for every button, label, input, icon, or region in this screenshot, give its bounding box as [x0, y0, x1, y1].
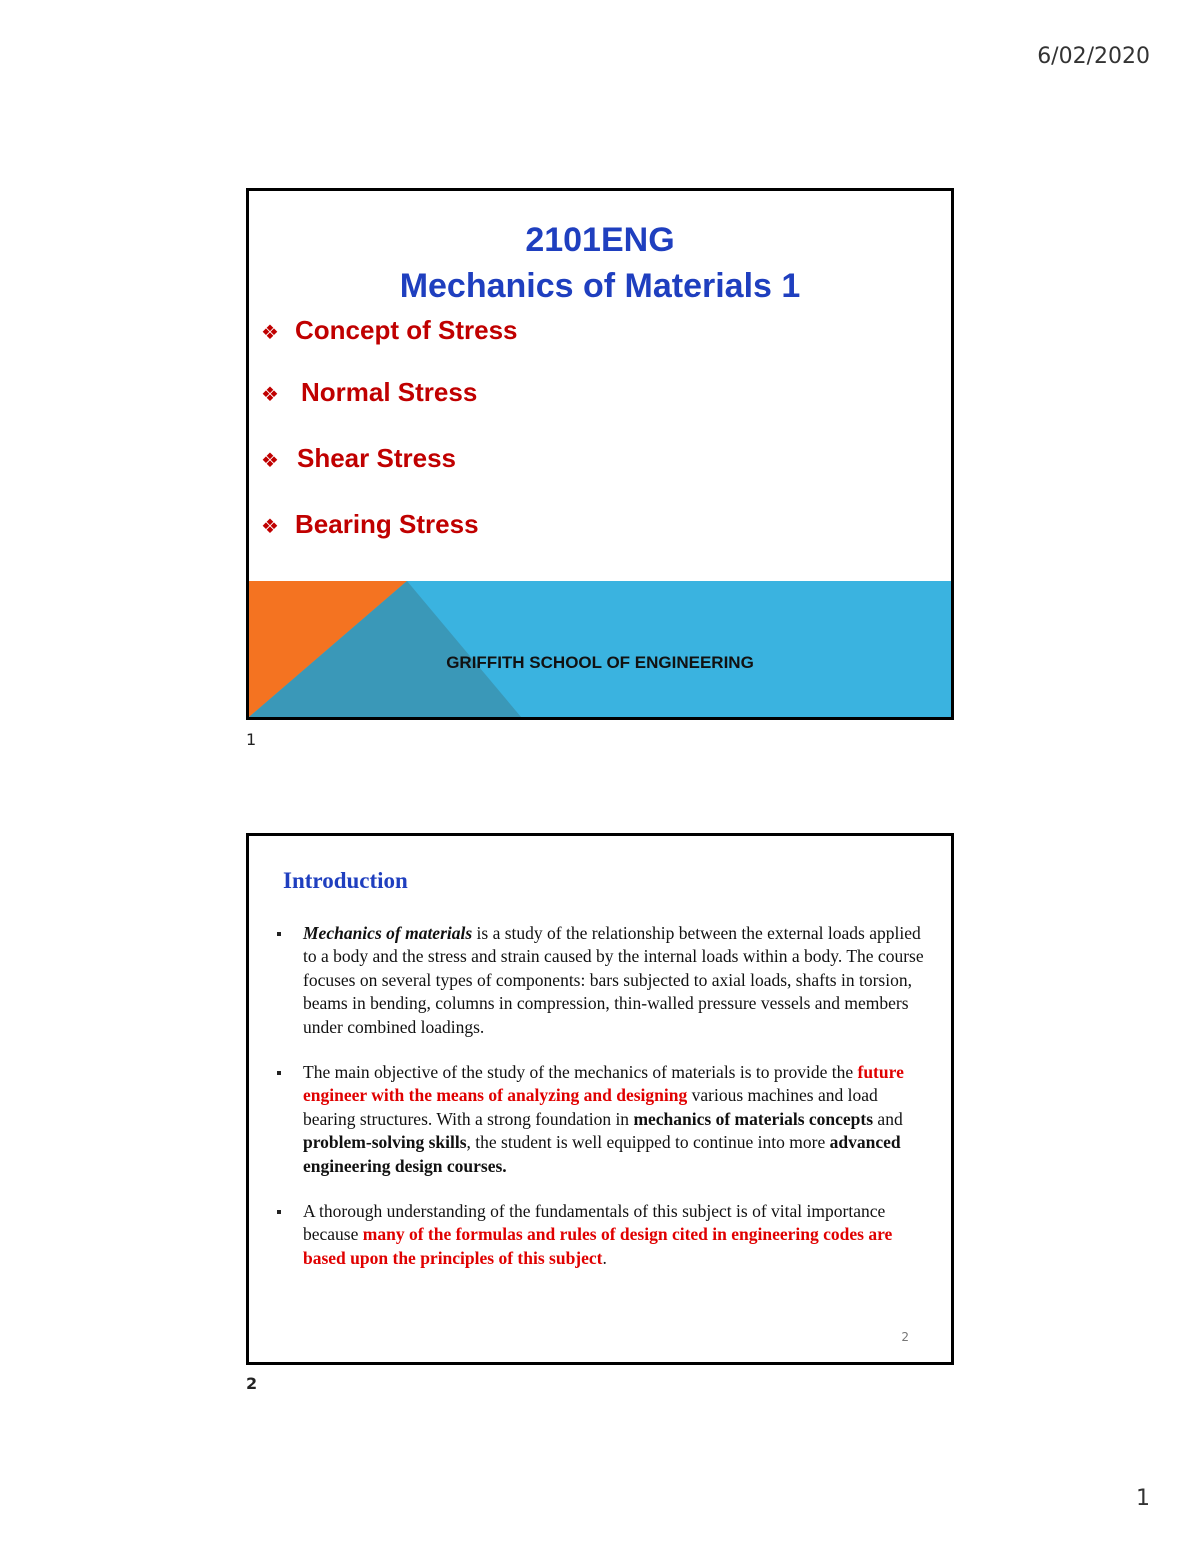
page-number: 1 [1136, 1486, 1150, 1511]
square-bullet-icon [277, 1210, 281, 1214]
school-name: GRIFFITH SCHOOL OF ENGINEERING [446, 653, 754, 672]
topic-item [261, 443, 456, 474]
topic-label: Bearing Stress [295, 509, 479, 539]
list-item [275, 1200, 925, 1270]
diamond-bullet-icon: ❖ [261, 448, 279, 472]
term: Mechanics of materials [303, 923, 473, 943]
list-item [275, 1061, 925, 1178]
diamond-bullet-icon: ❖ [261, 382, 279, 406]
slide-title [249, 217, 951, 309]
highlight: many of the formulas and rules of design cited in engineering codes are based upon the principles of this subject [303, 1224, 893, 1268]
banner-graphic [249, 581, 951, 717]
topic-label: Concept of Stress [295, 315, 518, 345]
text: A thorough understanding of the fundamentals of this subject is of vital importance because [303, 1201, 886, 1245]
topic-label: Normal Stress [301, 377, 478, 407]
diamond-bullet-icon: ❖ [261, 514, 279, 538]
text: is a study of the relationship between the external loads applied to a body and the stress and strain caused by the internal loads within a body. The course focuses on several types of components: bars subjected to axial loads, shafts in torsion, beams in bending, columns in compression, thin-walled pressure vessels and members under combined loadings. [303, 923, 924, 1037]
topic-item [261, 509, 479, 540]
slide-2 [246, 833, 954, 1365]
slide-number: 2 [901, 1330, 909, 1344]
course-title: Mechanics of Materials 1 [399, 267, 801, 305]
highlight: future engineer with the means of analyzing and designing [303, 1062, 904, 1106]
bullet-list [275, 922, 925, 1292]
square-bullet-icon [277, 1071, 281, 1075]
square-bullet-icon [277, 932, 281, 936]
text: . [602, 1247, 607, 1268]
topic-item [261, 315, 518, 346]
emphasis: advanced engineering design courses. [303, 1132, 901, 1176]
emphasis: mechanics of materials concepts [633, 1108, 874, 1129]
slide-caption: 2 [246, 1374, 258, 1393]
emphasis: problem-solving skills [303, 1132, 467, 1153]
course-code: 2101ENG [525, 221, 675, 259]
footer-banner [249, 581, 951, 717]
text: various machines and load bearing structures. With a strong foundation in [303, 1085, 878, 1129]
list-item [275, 922, 925, 1039]
slide-heading: Introduction [283, 868, 408, 893]
slide-1 [246, 188, 954, 720]
text: , the student is well equipped to continue into more [466, 1132, 830, 1153]
text: and [873, 1108, 903, 1129]
page-date: 6/02/2020 [1037, 44, 1150, 69]
topic-label: Shear Stress [297, 443, 456, 473]
topic-item [261, 377, 477, 408]
slide-caption: 1 [246, 730, 257, 749]
diamond-bullet-icon: ❖ [261, 320, 279, 344]
text: The main objective of the study of the mechanics of materials is to provide the [303, 1062, 858, 1083]
